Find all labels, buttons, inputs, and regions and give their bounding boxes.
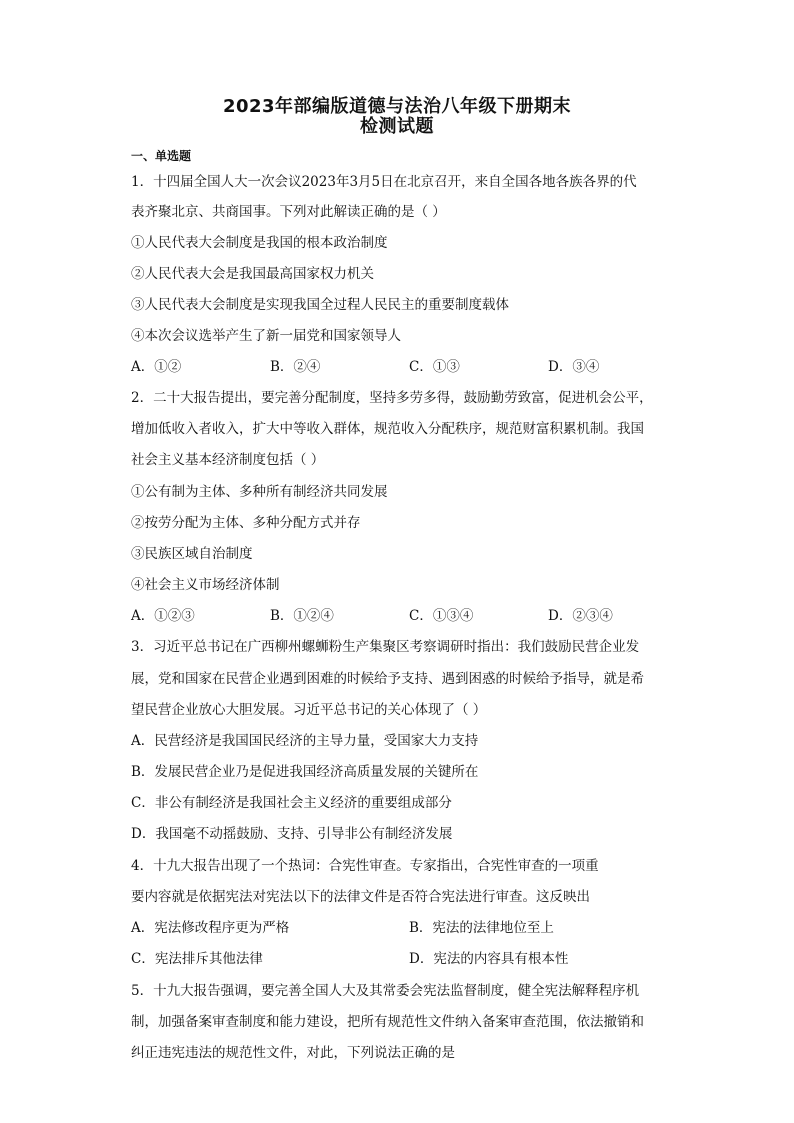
question-1-statement-3: ③人民代表大会制度是实现我国全过程人民民主的重要制度载体 [131, 297, 509, 313]
question-1-option-d[interactable]: D．③④ [548, 359, 600, 375]
question-3-option-d[interactable]: D．我国毫不动摇鼓励、支持、引导非公有制经济发展 [131, 826, 453, 842]
question-2-option-c[interactable]: C．①③④ [409, 608, 474, 624]
question-2-option-a[interactable]: A．①②③ [131, 608, 195, 624]
question-3-stem-line-1: 3．习近平总书记在广西柳州螺蛳粉生产集聚区考察调研时指出：我们鼓励民营企业发 [131, 639, 640, 655]
question-4-option-a[interactable]: A．宪法修改程序更为严格 [131, 920, 290, 936]
section-heading: 一、单选题 [131, 149, 192, 163]
question-1-option-c[interactable]: C．①③ [409, 359, 460, 375]
question-4-option-c[interactable]: C．宪法排斥其他法律 [131, 951, 263, 967]
question-1-stem-line-2: 表齐聚北京、共商国事。下列对此解读正确的是（ ） [131, 204, 446, 220]
question-1-statement-1: ①人民代表大会制度是我国的根本政治制度 [131, 235, 388, 251]
question-2-stem-line-2: 增加低收入者收入，扩大中等收入群体，规范收入分配秩序，规范财富积累机制。我国 [131, 421, 644, 437]
question-5-stem-line-1: 5．十九大报告强调，要完善全国人大及其常委会宪法监督制度，健全宪法解释程序机 [131, 983, 640, 999]
question-3-option-b[interactable]: B．发展民营企业乃是促进我国经济高质量发展的关键所在 [131, 764, 479, 780]
question-3-option-c[interactable]: C．非公有制经济是我国社会主义经济的重要组成部分 [131, 795, 452, 811]
question-2-statement-3: ③民族区域自治制度 [131, 546, 253, 562]
question-1-option-b[interactable]: B．②④ [270, 359, 321, 375]
question-2-statement-1: ①公有制为主体、多种所有制经济共同发展 [131, 484, 388, 500]
question-3-stem-line-3: 望民营企业放心大胆发展。习近平总书记的关心体现了（ ） [131, 702, 487, 718]
question-1-statement-2: ②人民代表大会是我国最高国家权力机关 [131, 266, 374, 282]
question-2-stem-line-1: 2．二十大报告提出，要完善分配制度，坚持多劳多得，鼓励勤劳致富，促进机会公平， [131, 390, 653, 406]
question-4-option-d[interactable]: D．宪法的内容具有根本性 [409, 951, 569, 967]
question-2-option-d[interactable]: D．②③④ [548, 608, 613, 624]
question-4-stem-line-1: 4．十九大报告出现了一个热词：合宪性审查。专家指出，合宪性审查的一项重 [131, 858, 599, 874]
question-2-statement-2: ②按劳分配为主体、多种分配方式并存 [131, 515, 361, 531]
question-1-stem-line-1: 1．十四届全国人大一次会议2023年3月5日在北京召开，来自全国各地各族各界的代 [131, 174, 637, 190]
question-2-option-b[interactable]: B．①②④ [270, 608, 334, 624]
document-title-line-2: 检测试题 [360, 116, 434, 137]
question-4-stem-line-2: 要内容就是依据宪法对宪法以下的法律文件是否符合宪法进行审查。这反映出 [131, 889, 590, 905]
question-3-option-a[interactable]: A．民营经济是我国国民经济的主导力量，受国家大力支持 [131, 733, 479, 749]
question-5-stem-line-3: 纠正违宪违法的规范性文件，对此，下列说法正确的是 [131, 1045, 455, 1061]
question-2-stem-line-3: 社会主义基本经济制度包括（ ） [131, 452, 325, 468]
question-5-stem-line-2: 制，加强备案审查制度和能力建设，把所有规范性文件纳入备案审查范围，依法撤销和 [131, 1014, 644, 1030]
question-3-stem-line-2: 展，党和国家在民营企业遇到困难的时候给予支持、遇到困惑的时候给予指导，就是希 [131, 671, 644, 687]
question-2-statement-4: ④社会主义市场经济体制 [131, 577, 280, 593]
question-1-option-a[interactable]: A．①② [131, 359, 182, 375]
question-4-option-b[interactable]: B．宪法的法律地位至上 [409, 920, 554, 936]
document-title-line-1: 2023年部编版道德与法治八年级下册期末 [222, 96, 572, 117]
question-1-statement-4: ④本次会议选举产生了新一届党和国家领导人 [131, 328, 401, 344]
